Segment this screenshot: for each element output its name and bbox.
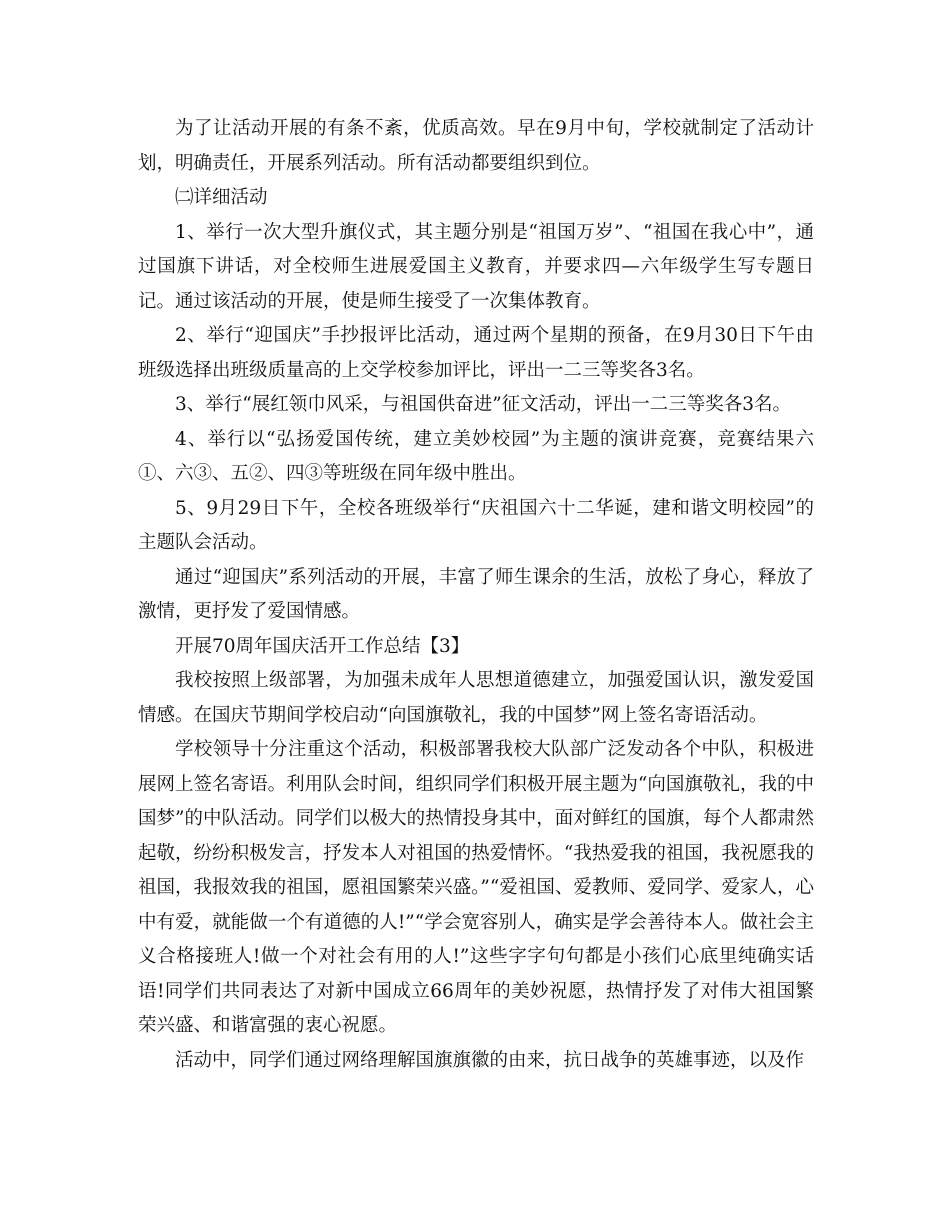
paragraph-activity-3: 3、举行“展红领巾风采，与祖国供奋进”征文活动，评出一二三等奖各3名。: [175, 394, 791, 415]
paragraph-activity-continued: 活动中，同学们通过网络理解国旗旗徽的由来，抗日战争的英雄事迹，以及作: [175, 1049, 805, 1071]
paragraph-activity-1: 1、举行一次大型升旗仪式，其主题分别是“祖国万岁”、“祖国在我心中”，通过国旗下讲话，对全校师生进展爱国主义教育，并要求四—六年级学生写专题日记。通过该活动的开展，使是师生接受了一次集体教育。: [138, 221, 814, 312]
section-title-summary-3: 开展70周年国庆活开工作总结【3】: [175, 635, 470, 657]
paragraph-leadership: 学校领导十分注重这个活动，积极部署我校大队部广泛发动各个中队，积极进展网上签名寄语。利用队会时间，组织同学们积极开展主题为“向国旗敬礼，我的中国梦”的中队活动。同学们以极大的热情投身其中，面对鲜红的国旗，每个人都肃然起敬，纷纷积极发言，抒发本人对祖国的热爱情怀。“我热爱我的祖国，我祝愿我的祖国，我报效我的祖国，愿祖国繁荣兴盛。”“爱祖国、爱教师、爱同学、爱家人，心中有爱，就能做一个有道德的人!”“学会宽容别人，确实是学会善待本人。做社会主义合格接班人!做一个对社会有用的人!”这些字字句句都是小孩们心底里纯确实话语!同学们共同表达了对新中国成立66周年的美妙祝愿，热情抒发了对伟大祖国繁荣兴盛、和谐富强的衷心祝愿。: [138, 739, 814, 1036]
paragraph-activity-2: 2、举行“迎国庆”手抄报评比活动，通过两个星期的预备，在9月30日下午由班级选择出班级质量高的上交学校参加评比，评出一二三等奖各3名。: [138, 325, 814, 381]
paragraph-school-plan: 我校按照上级部署，为加强未成年人思想道德建立，加强爱国认识，激发爱国情感。在国庆节期间学校启动“向国旗敬礼，我的中国梦”网上签名寄语活动。: [138, 670, 814, 726]
document-body: [138, 112, 814, 1078]
section-heading-detailed-activities: ㈡详细活动: [175, 187, 268, 208]
paragraph-activity-4: 4、举行以“弘扬爱国传统，建立美妙校园”为主题的演讲竞赛，竞赛结果六①、六③、五②、四③等班级在同年级中胜出。: [138, 428, 814, 484]
paragraph-activity-5: 5、9月29日下午，全校各班级举行“庆祖国六十二华诞，建和谐文明校园”的主题队会活动。: [138, 497, 814, 553]
paragraph-intro: 为了让活动开展的有条不紊，优质高效。早在9月中旬，学校就制定了活动计划，明确责任，开展系列活动。所有活动都要组织到位。: [138, 118, 814, 174]
paragraph-summary: 通过“迎国庆”系列活动的开展，丰富了师生课余的生活，放松了身心，释放了激情，更抒发了爱国情感。: [138, 566, 814, 622]
